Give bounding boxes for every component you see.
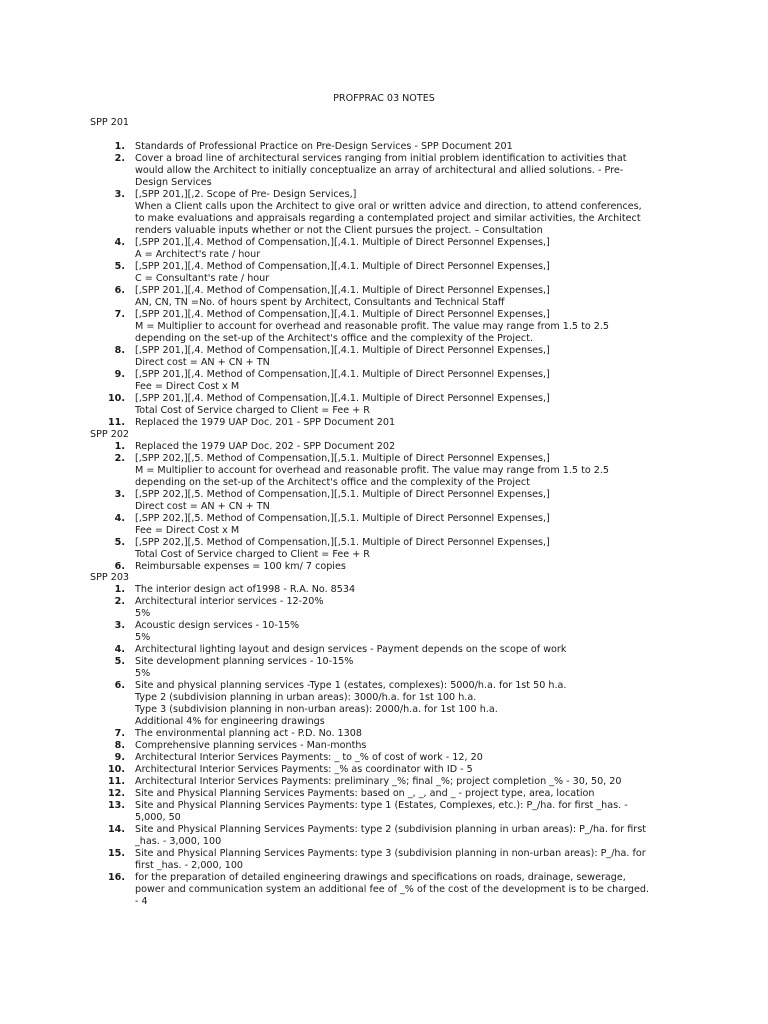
list-item-number: 7. [114, 728, 125, 739]
list-item-number: 11. [108, 417, 125, 428]
list-item-number: 11. [108, 776, 125, 787]
list-item-number: 8. [114, 345, 125, 356]
list-item [0, 417, 675, 429]
list-item-text: The environmental planning act - P.D. No. 1308 [135, 728, 362, 739]
list-item [0, 764, 675, 776]
list-item-number: 6. [114, 561, 125, 572]
list-item [0, 800, 675, 824]
list-item [0, 584, 675, 596]
list-item [0, 776, 675, 788]
list-item-text: Site and Physical Planning Services Payments: based on _, _, and _ - project type, area, location [135, 788, 595, 799]
list-item-text: Site and Physical Planning Services Payments: type 3 (subdivision planning in non-urban areas): P_/ha. for first _has. - 2,000, 100 [135, 848, 646, 871]
list-item-text: Architectural lighting layout and design services - Payment depends on the scope of work [135, 644, 567, 655]
list-item [0, 872, 675, 908]
list-item-number: 4. [114, 237, 125, 248]
list-item-number: 5. [114, 261, 125, 272]
list-item-number: 14. [108, 824, 125, 835]
list-item-text: Architectural Interior Services Payments: _ to _% of cost of work - 12, 20 [135, 752, 483, 763]
list-item-text: Site and physical planning services -Type 1 (estates, complexes): 5000/h.a. for 1st 50 h.a. Type 2 (subdivision planning in urban areas): 3000/h.a. for 1st 100 h.a. Type 3 (subdivision planning in non-urban areas): 2000/h.a. for 1st 100 h.a. Additional 4% for engineering drawings [135, 680, 567, 727]
list-item-text: [,SPP 201,][,4. Method of Compensation,][,4.1. Multiple of Direct Personnel Expenses,] Direct cost = AN + CN + TN [135, 345, 550, 368]
list-item [0, 189, 675, 237]
list-item [0, 680, 675, 728]
list-item-number: 10. [108, 393, 125, 404]
list-item-text: Comprehensive planning services - Man-months [135, 740, 367, 751]
list-item-number: 9. [114, 369, 125, 380]
list-item-number: 3. [114, 620, 125, 631]
list-item-text: Site development planning services - 10-15% 5% [135, 656, 354, 679]
list-item-text: Standards of Professional Practice on Pre-Design Services - SPP Document 201 [135, 141, 513, 152]
list-item-number: 4. [114, 513, 125, 524]
list-item-number: 3. [114, 189, 125, 200]
list-item-text: [,SPP 201,][,2. Scope of Pre- Design Services,] When a Client calls upon the Architect to give oral or written advice and direction, to attend conferences, to make evaluations and appraisals regarding a contemplated project and similar activities, the Architect renders valuable inputs whether or not the Client pursues the project. – Consultation [135, 189, 642, 236]
list-item-number: 7. [114, 309, 125, 320]
list-item-text: [,SPP 201,][,4. Method of Compensation,][,4.1. Multiple of Direct Personnel Expenses,] AN, CN, TN =No. of hours spent by Architect, Consultants and Technical Staff [135, 285, 550, 308]
document-title: PROFPRAC 03 NOTES [333, 93, 435, 104]
list-item-number: 12. [108, 788, 125, 799]
list-item-number: 5. [114, 537, 125, 548]
list-item [0, 261, 675, 285]
list-item [0, 740, 675, 752]
list-item [0, 848, 675, 872]
list-item-number: 10. [108, 764, 125, 775]
spp-202-list [0, 441, 675, 573]
spp-203-list [0, 584, 675, 908]
list-item [0, 441, 675, 453]
list-item [0, 153, 675, 189]
list-item-text: Architectural Interior Services Payments: _% as coordinator with ID - 5 [135, 764, 473, 775]
list-item-number: 1. [114, 584, 125, 595]
list-item-number: 5. [114, 656, 125, 667]
list-item-text: Cover a broad line of architectural services ranging from initial problem identification to activities that would allow the Architect to initially conceptualize an array of architectural and allied solutions. - Pre- Design Services [135, 153, 627, 188]
list-item-text: [,SPP 201,][,4. Method of Compensation,][,4.1. Multiple of Direct Personnel Expenses,] C = Consultant's rate / hour [135, 261, 550, 284]
list-item [0, 644, 675, 656]
list-item-number: 1. [114, 441, 125, 452]
list-item-number: 3. [114, 489, 125, 500]
list-item-number: 8. [114, 740, 125, 751]
list-item-text: Reimbursable expenses = 100 km/ 7 copies [135, 561, 346, 572]
list-item-text: Site and Physical Planning Services Payments: type 2 (subdivision planning in urban areas): P_/ha. for first _has. - 3,000, 100 [135, 824, 646, 847]
list-item-text: [,SPP 201,][,4. Method of Compensation,][,4.1. Multiple of Direct Personnel Expenses,] Fee = Direct Cost x M [135, 369, 550, 392]
list-item-text: Architectural interior services - 12-20% 5% [135, 596, 324, 619]
list-item-number: 6. [114, 285, 125, 296]
list-item [0, 489, 675, 513]
list-item [0, 369, 675, 393]
list-item-number: 4. [114, 644, 125, 655]
list-item-text: Architectural Interior Services Payments: preliminary _%; final _%; project completion _% - 30, 50, 20 [135, 776, 622, 787]
list-item-number: 2. [114, 453, 125, 464]
list-item-text: The interior design act of1998 - R.A. No. 8534 [135, 584, 356, 595]
list-item-number: 1. [114, 141, 125, 152]
list-item [0, 620, 675, 644]
list-item [0, 309, 675, 345]
list-item-number: 16. [108, 872, 125, 883]
list-item-number: 6. [114, 680, 125, 691]
list-item-text: [,SPP 202,][,5. Method of Compensation,][,5.1. Multiple of Direct Personnel Expenses,] Total Cost of Service charged to Client = Fee + R [135, 537, 550, 560]
list-item-text: [,SPP 201,][,4. Method of Compensation,][,4.1. Multiple of Direct Personnel Expenses,] A = Architect's rate / hour [135, 237, 550, 260]
list-item-text: Acoustic design services - 10-15% 5% [135, 620, 300, 643]
list-item [0, 453, 675, 489]
list-item-text: [,SPP 202,][,5. Method of Compensation,][,5.1. Multiple of Direct Personnel Expenses,] Fee = Direct Cost x M [135, 513, 550, 536]
list-item-text: [,SPP 201,][,4. Method of Compensation,][,4.1. Multiple of Direct Personnel Expenses,] M = Multiplier to account for overhead and reasonable profit. The value may range from 1.5 to 2.5 depending on the set-up of the Architect's office and the complexity of the Project. [135, 309, 610, 344]
list-item-number: 15. [108, 848, 125, 859]
list-item-text: [,SPP 201,][,4. Method of Compensation,][,4.1. Multiple of Direct Personnel Expenses,] Total Cost of Service charged to Client = Fee + R [135, 393, 550, 416]
list-item [0, 596, 675, 620]
list-item [0, 285, 675, 309]
spp-201-list [0, 141, 675, 429]
list-item [0, 141, 675, 153]
list-item-number: 13. [108, 800, 125, 811]
list-item-text: Replaced the 1979 UAP Doc. 202 - SPP Document 202 [135, 441, 396, 452]
list-item [0, 788, 675, 800]
list-item [0, 513, 675, 537]
list-item-text: Site and Physical Planning Services Payments: type 1 (Estates, Complexes, etc.): P_/ha. for first _has. - 5,000, 50 [135, 800, 628, 823]
list-item-text: [,SPP 202,][,5. Method of Compensation,][,5.1. Multiple of Direct Personnel Expenses,] Direct cost = AN + CN + TN [135, 489, 550, 512]
list-item-number: 2. [114, 153, 125, 164]
list-item [0, 752, 675, 764]
list-item-text: Replaced the 1979 UAP Doc. 201 - SPP Document 201 [135, 417, 396, 428]
list-item [0, 537, 675, 561]
section-heading-spp-201: SPP 201 [90, 117, 130, 128]
list-item [0, 345, 675, 369]
list-item-text: [,SPP 202,][,5. Method of Compensation,][,5.1. Multiple of Direct Personnel Expenses,] M = Multiplier to account for overhead and reasonable profit. The value may range from 1.5 to 2.5 depending on the set-up of the Architect's office and the complexity of the Project [135, 453, 610, 488]
list-item-text: for the preparation of detailed engineering drawings and specifications on roads, drainage, sewerage, power and communication system an additional fee of _% of the cost of the development is to be charged. - 4 [135, 872, 650, 907]
list-item [0, 824, 675, 848]
section-heading-spp-202: SPP 202 [90, 429, 130, 440]
list-item [0, 393, 675, 417]
list-item [0, 728, 675, 740]
section-heading-spp-203: SPP 203 [90, 572, 130, 583]
list-item-number: 2. [114, 596, 125, 607]
list-item [0, 237, 675, 261]
list-item-number: 9. [114, 752, 125, 763]
list-item [0, 656, 675, 680]
